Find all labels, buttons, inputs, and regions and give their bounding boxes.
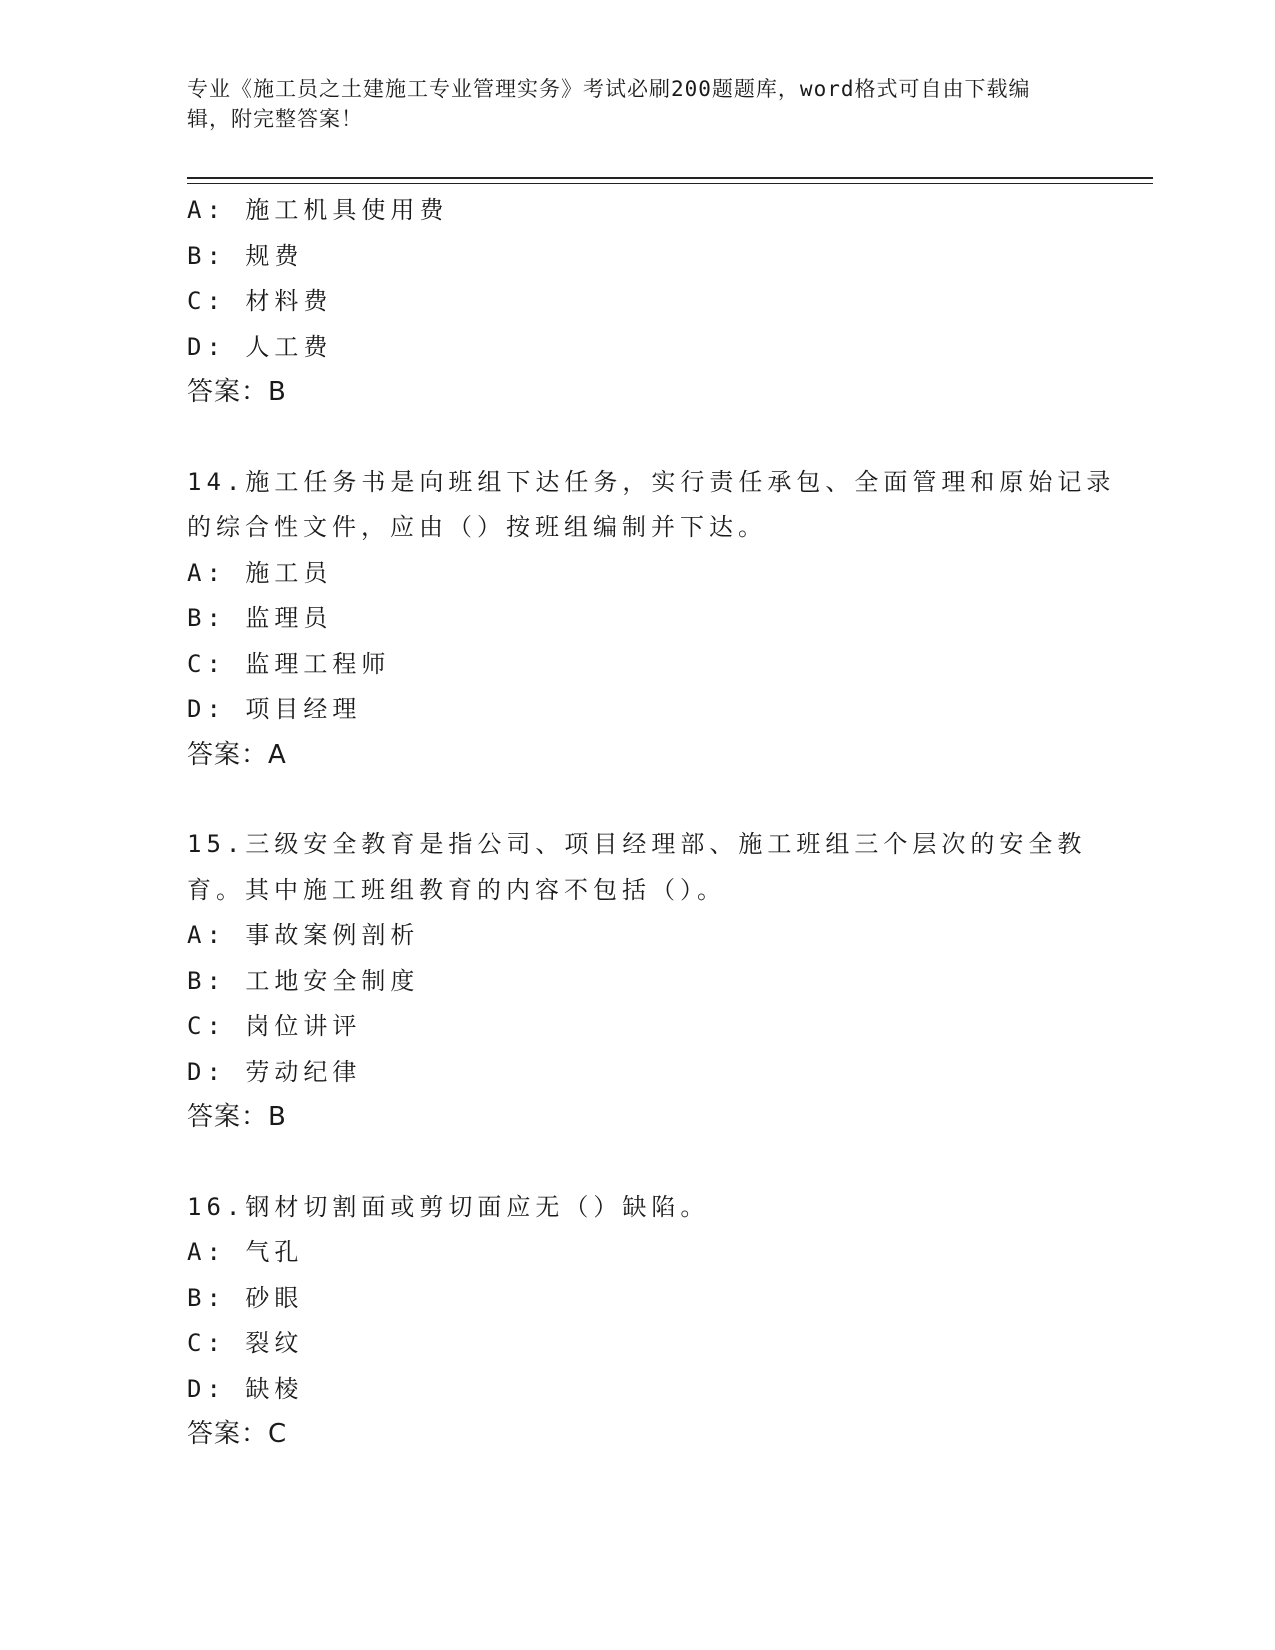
question-16 [187, 1185, 1117, 1458]
option-b: B: 砂眼 [187, 1283, 304, 1312]
question-13 [187, 188, 1117, 416]
header-divider-thick [187, 177, 1153, 179]
spacer [187, 416, 1117, 460]
option-a: A: 气孔 [187, 1238, 304, 1266]
option-a: A: 事故案例剖析 [187, 921, 420, 949]
option-d: D: 劳动纪律 [187, 1057, 362, 1086]
answer: 答案：C [187, 1419, 288, 1449]
option-b: B: 工地安全制度 [187, 966, 420, 995]
option-c: C: 监理工程师 [187, 649, 391, 678]
header-divider-thin [187, 183, 1153, 184]
option-a: A: 施工机具使用费 [187, 196, 449, 224]
option-b: B: 监理员 [187, 604, 333, 632]
page-header: 专业《施工员之土建施工专业管理实务》考试必刷200题题库，word格式可自由下载编辑，附完整答案！ [187, 77, 1031, 131]
question-stem: 15.三级安全教育是指公司、项目经理部、施工班组三个层次的安全教育。其中施工班组教育的内容不包括（）。 [187, 830, 1087, 904]
answer: 答案：A [187, 739, 287, 770]
spacer [187, 778, 1117, 822]
option-c: C: 材料费 [187, 287, 333, 315]
question-14 [187, 460, 1117, 779]
question-15 [187, 822, 1117, 1141]
answer: 答案：B [187, 1102, 287, 1132]
option-d: D: 缺棱 [187, 1374, 304, 1403]
question-list [187, 188, 1117, 1458]
answer: 答案：B [187, 377, 287, 407]
spacer [187, 1141, 1117, 1185]
option-d: D: 人工费 [187, 332, 333, 361]
question-stem: 14.施工任务书是向班组下达任务，实行责任承包、全面管理和原始记录的综合性文件，应由（）按班组编制并下达。 [187, 467, 1116, 541]
option-d: D: 项目经理 [187, 695, 362, 723]
option-c: C: 裂纹 [187, 1329, 304, 1357]
option-b: B: 规费 [187, 241, 304, 270]
question-stem: 16.钢材切割面或剪切面应无（）缺陷。 [187, 1192, 710, 1221]
option-c: C: 岗位讲评 [187, 1012, 362, 1040]
option-a: A: 施工员 [187, 558, 333, 587]
